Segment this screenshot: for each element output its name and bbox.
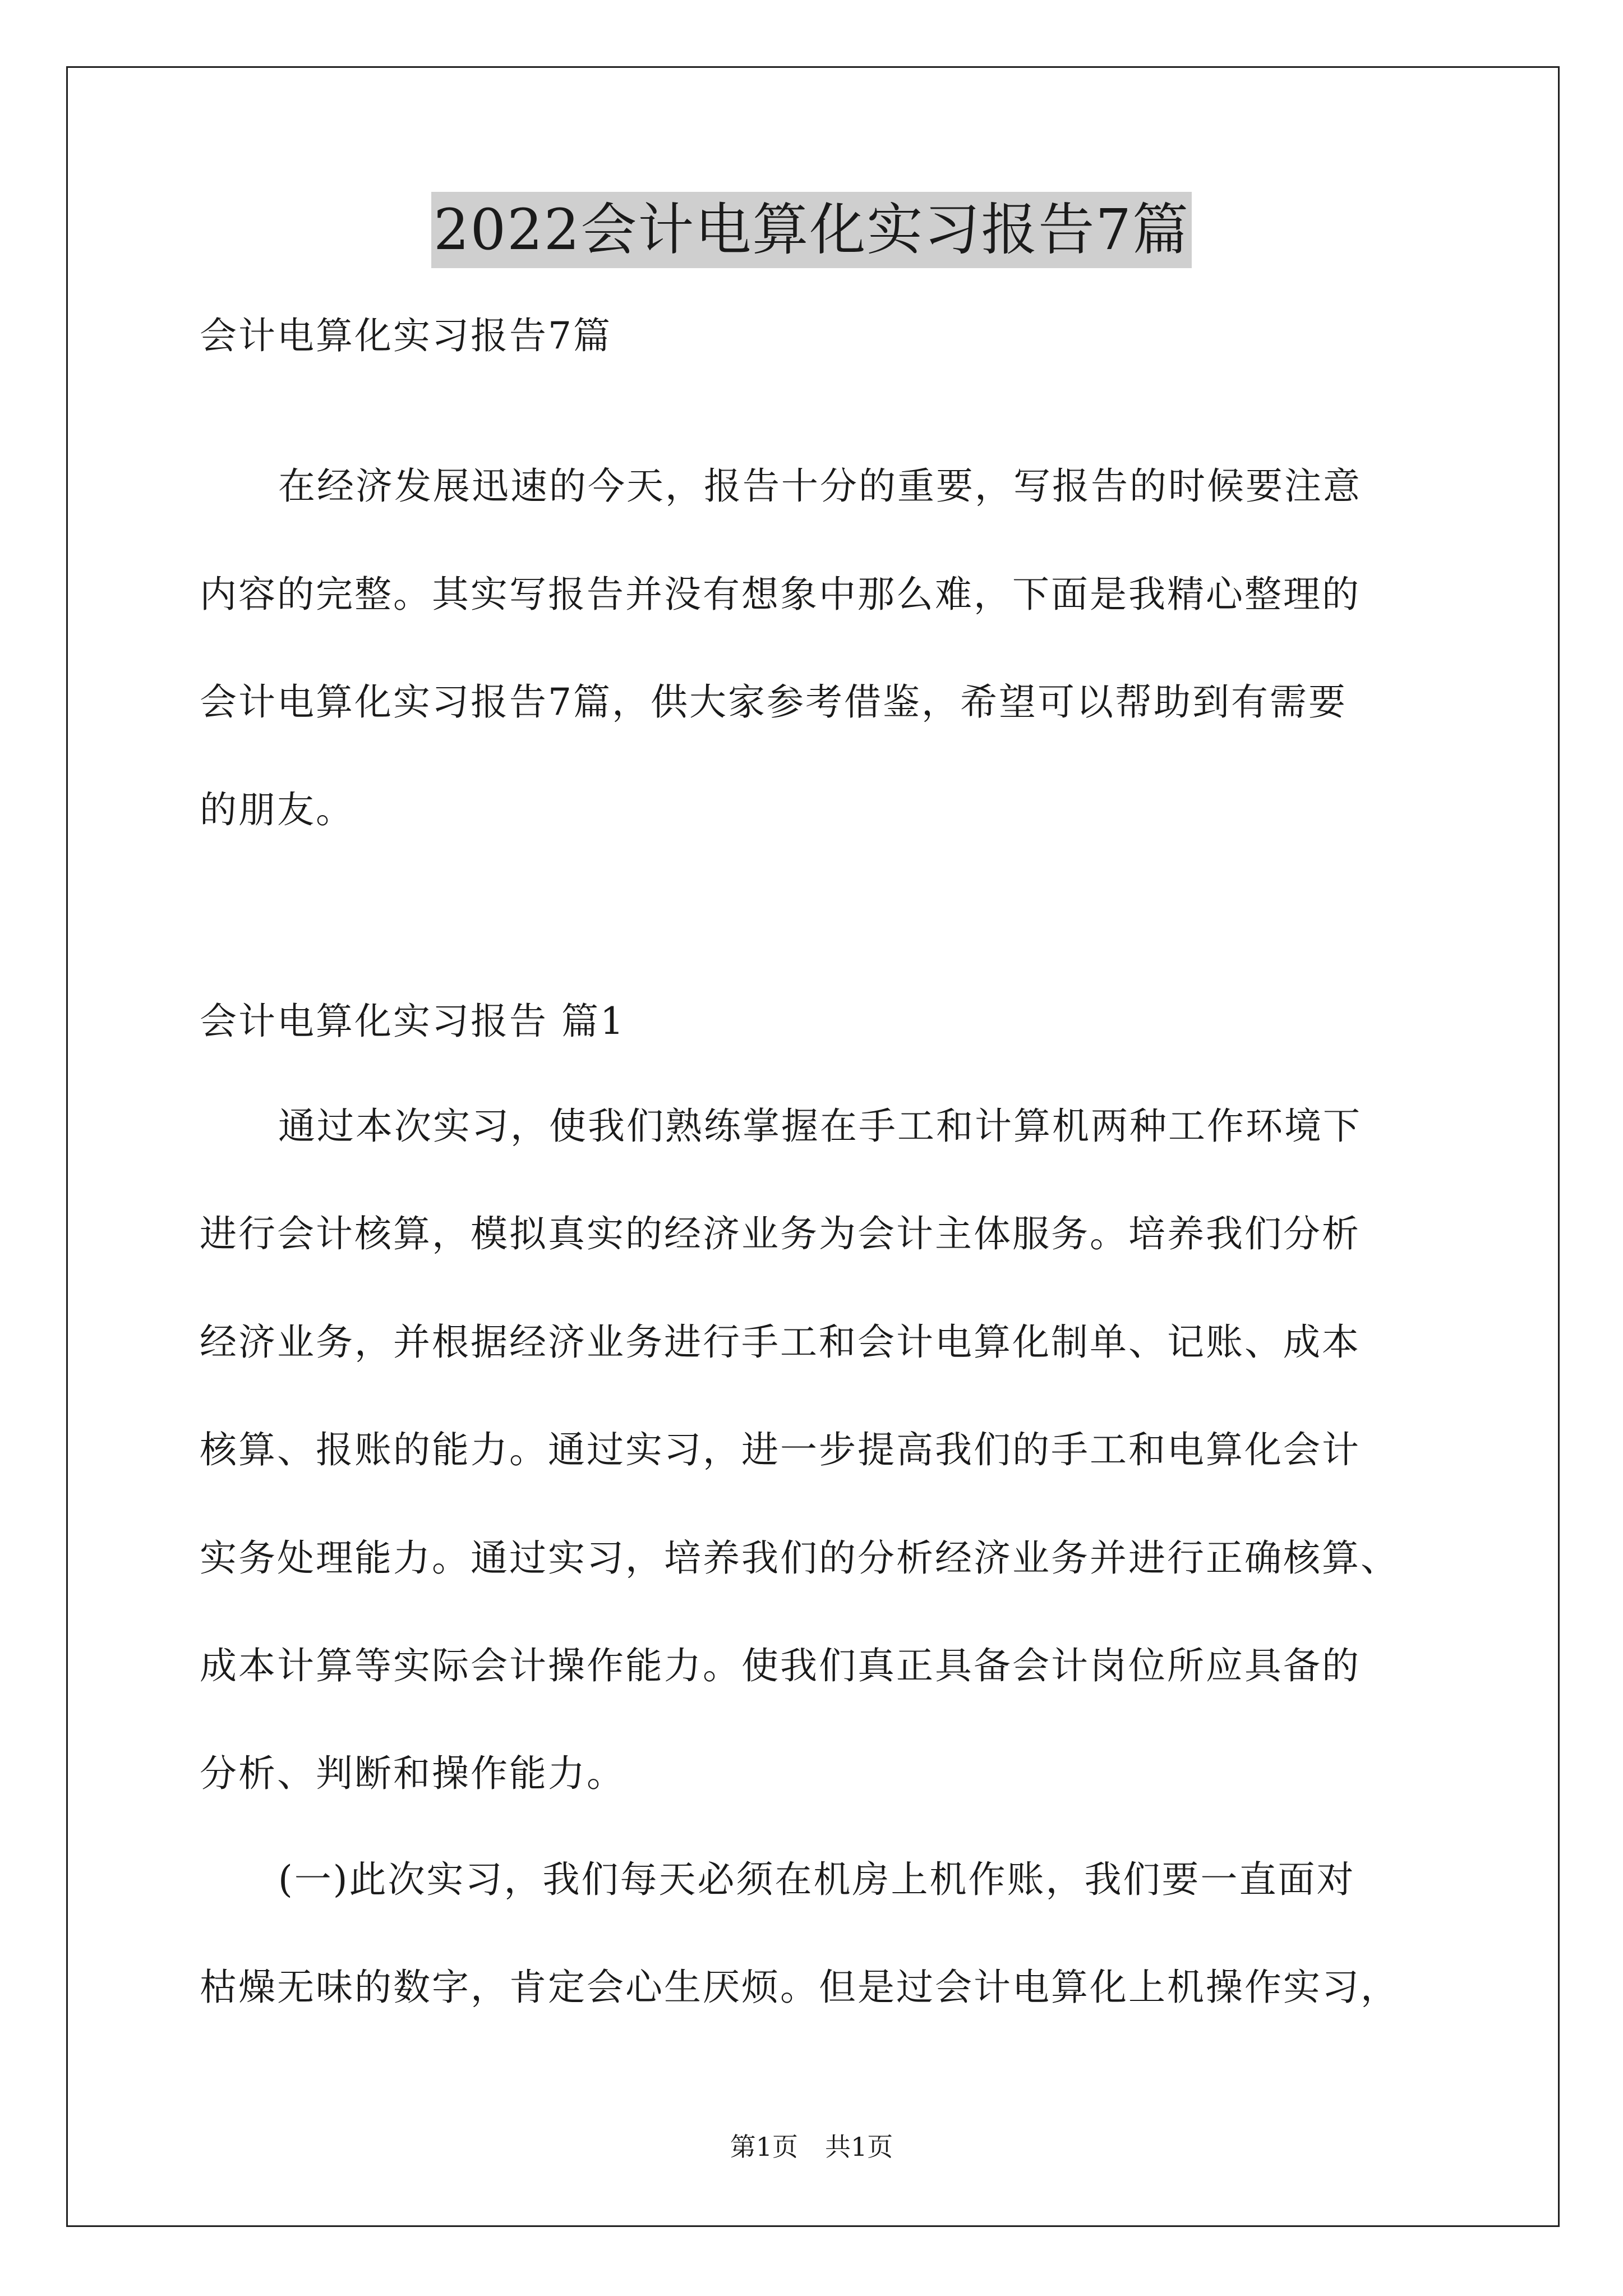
document-title: 2022会计电算化实习报告7篇 xyxy=(431,192,1192,268)
paragraph2-line-2: 枯燥无味的数字，肯定会心生厌烦。但是过会计电算化上机操作实习， xyxy=(200,1966,1399,2009)
page-number-total: 共1页 xyxy=(825,2132,893,2162)
paragraph1-line-5: 实务处理能力。通过实习，培养我们的分析经济业务并进行正确核算、 xyxy=(200,1536,1399,1580)
document-subtitle: 会计电算化实习报告7篇 xyxy=(200,314,612,357)
intro-line-3: 会计电算化实习报告7篇，供大家参考借鉴，希望可以帮助到有需要 xyxy=(200,680,1347,724)
paragraph1-line-4: 核算、报账的能力。通过实习，进一步提高我们的手工和电算化会计 xyxy=(200,1428,1361,1471)
section-heading: 会计电算化实习报告 篇1 xyxy=(200,1000,625,1043)
paragraph1-line-7: 分析、判断和操作能力。 xyxy=(200,1752,625,1795)
paragraph1-line-1: 通过本次实习，使我们熟练掌握在手工和计算机两种工作环境下 xyxy=(278,1105,1362,1148)
paragraph1-line-6: 成本计算等实际会计操作能力。使我们真正具备会计岗位所应具备的 xyxy=(200,1644,1361,1687)
page-footer xyxy=(0,2130,1623,2164)
paragraph1-line-2: 进行会计核算，模拟真实的经济业务为会计主体服务。培养我们分析 xyxy=(200,1212,1361,1255)
paragraph1-line-3: 经济业务，并根据经济业务进行手工和会计电算化制单、记账、成本 xyxy=(200,1320,1361,1364)
intro-line-2: 内容的完整。其实写报告并没有想象中那么难，下面是我精心整理的 xyxy=(200,573,1361,616)
paragraph2-line-1: (一)此次实习，我们每天必须在机房上机作账，我们要一直面对 xyxy=(278,1858,1355,1901)
intro-line-4: 的朋友。 xyxy=(200,788,354,831)
title-container xyxy=(0,192,1623,268)
page-number-current: 第1页 xyxy=(730,2132,798,2162)
intro-line-1: 在经济发展迅速的今天，报告十分的重要，写报告的时候要注意 xyxy=(278,464,1362,508)
